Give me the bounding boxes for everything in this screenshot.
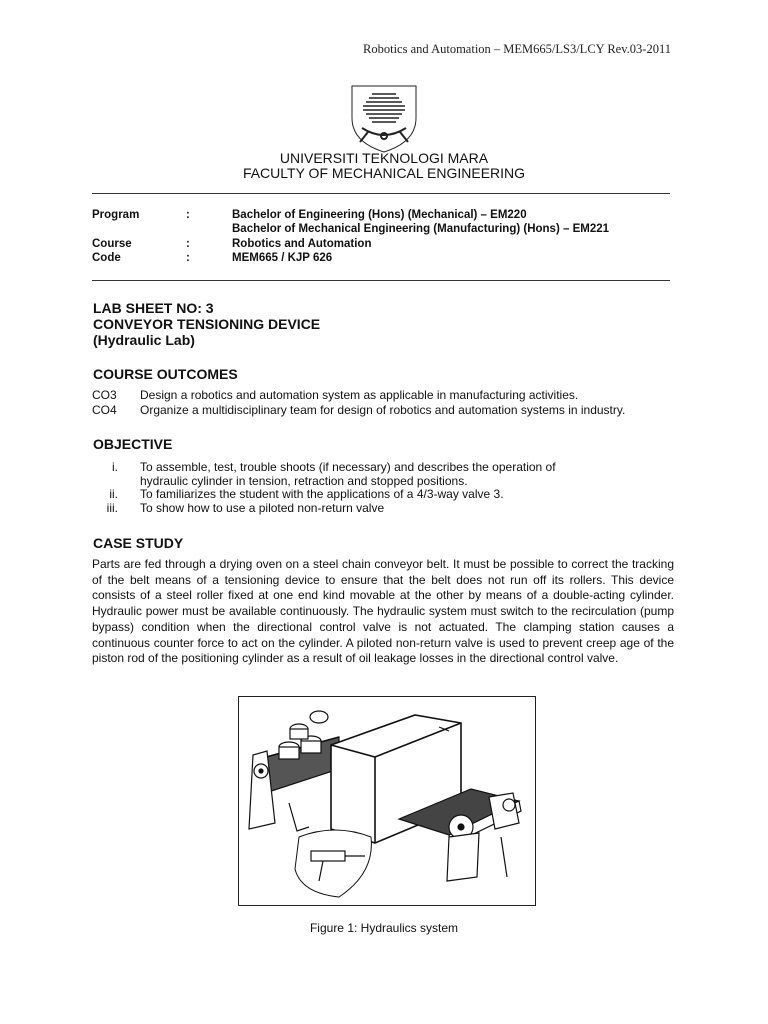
outcome-item: [0, 388, 768, 402]
case-study-paragraph: Parts are fed through a drying oven on a steel chain conveyor belt. It must be possible to correct the tracking of the belt means of a tensioning device to ensure that the belt does not run off its rollers. This device consists of a steel roller fixed at one end kind movable at the other by means of a double-acting cylinder. Hydraulic power must be available continuously. The hydraulic system must switch to the recirculation (pump bypass) condition when the directional control valve is not actuated. The clamping station causes a continuous counter force to act on the cylinder. A piloted non-return valve is used to prevent creep age of the piston rod of the positioning cylinder as a result of oil leakage losses in the directional control valve.: [92, 557, 674, 666]
outcome-text: Organize a multidisciplinary team for design of robotics and automation systems in industry.: [140, 403, 626, 417]
objective-text: To assemble, test, trouble shoots (if necessary) and describes the operation of: [140, 460, 556, 474]
outcome-item: [0, 403, 768, 417]
info-row: [0, 252, 768, 266]
objective-number: ii.: [109, 487, 118, 501]
info-value: Bachelor of Mechanical Engineering (Manufacturing) (Hons) – EM221: [232, 223, 610, 235]
info-value: Bachelor of Engineering (Hons) (Mechanical) – EM220: [232, 209, 527, 221]
lab-sheet-number: LAB SHEET NO: 3: [93, 300, 214, 316]
objective-item: [0, 487, 768, 501]
divider: [92, 280, 670, 281]
case-study-heading: CASE STUDY: [93, 535, 184, 551]
course-outcomes-heading: COURSE OUTCOMES: [93, 366, 238, 382]
objective-item: [0, 460, 768, 490]
outcome-code: CO3: [92, 388, 117, 402]
info-label: Program: [92, 209, 140, 221]
objective-text: hydraulic cylinder in tension, retraction and stopped positions.: [140, 474, 468, 488]
info-separator: :: [186, 238, 190, 250]
university-logo: [348, 84, 420, 154]
info-value: Robotics and Automation: [232, 238, 372, 250]
objective-number: iii.: [106, 501, 118, 515]
hydraulics-system-figure: [238, 696, 536, 906]
figure-caption: Figure 1: Hydraulics system: [309, 921, 459, 935]
info-row: [0, 209, 768, 223]
lab-subtitle: (Hydraulic Lab): [93, 332, 195, 348]
objective-number: i.: [112, 460, 118, 474]
info-value: MEM665 / KJP 626: [232, 252, 333, 264]
info-label: Code: [92, 252, 121, 264]
document-reference: Robotics and Automation – MEM665/LS3/LCY Rev.03-2011: [363, 42, 671, 56]
info-separator: :: [186, 209, 190, 221]
objective-text: To show how to use a piloted non-return valve: [140, 501, 385, 515]
outcome-code: CO4: [92, 403, 117, 417]
divider: [92, 193, 670, 194]
objective-heading: OBJECTIVE: [93, 436, 173, 452]
objective-text: To familiarizes the student with the applications of a 4/3-way valve 3.: [140, 487, 504, 501]
faculty-name: FACULTY OF MECHANICAL ENGINEERING: [242, 165, 526, 181]
outcome-text: Design a robotics and automation system as applicable in manufacturing activities.: [140, 388, 579, 402]
lab-title: CONVEYOR TENSIONING DEVICE: [93, 316, 321, 332]
university-name: UNIVERSITI TEKNOLOGI MARA: [279, 150, 489, 166]
info-row: [0, 238, 768, 252]
info-label: Course: [92, 238, 132, 250]
objective-item: [0, 501, 768, 515]
info-separator: :: [186, 252, 190, 264]
info-row: [0, 223, 768, 237]
